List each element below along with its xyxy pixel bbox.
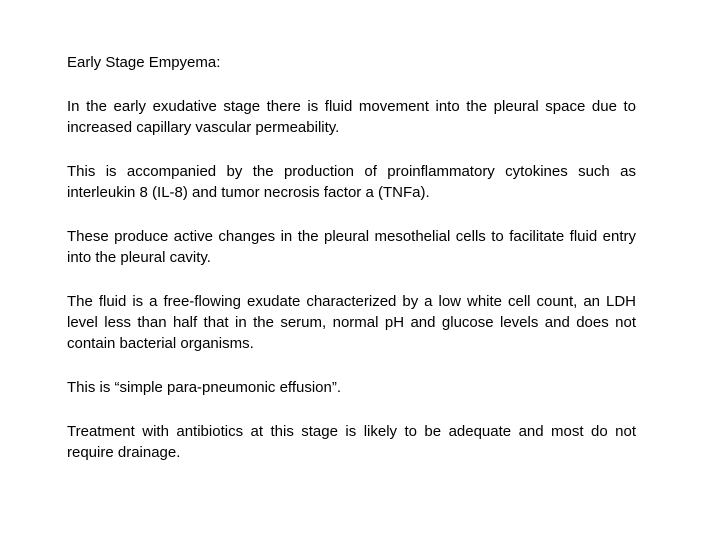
paragraph-simple-effusion: This is “simple para-pneumonic effusion”. bbox=[67, 379, 342, 396]
paragraph-exudative-stage: In the early exudative stage there is fluid movement into the pleural space due to increased capillary vascular permeability. bbox=[67, 98, 636, 136]
slide-title: Early Stage Empyema: bbox=[67, 54, 221, 71]
paragraph-fluid-characteristics: The fluid is a free-flowing exudate characterized by a low white cell count, an LDH level less than half that in the serum, normal pH and glucose levels and does not contain bacterial organisms. bbox=[67, 293, 636, 352]
paragraph-mesothelial-changes: These produce active changes in the pleural mesothelial cells to facilitate fluid entry into the pleural cavity. bbox=[67, 228, 636, 266]
slide-content bbox=[67, 52, 636, 486]
paragraph-cytokines: This is accompanied by the production of proinflammatory cytokines such as interleukin 8 (IL-8) and tumor necrosis factor a (TNFa). bbox=[67, 163, 636, 201]
paragraph-treatment: Treatment with antibiotics at this stage is likely to be adequate and most do not require drainage. bbox=[67, 423, 636, 461]
